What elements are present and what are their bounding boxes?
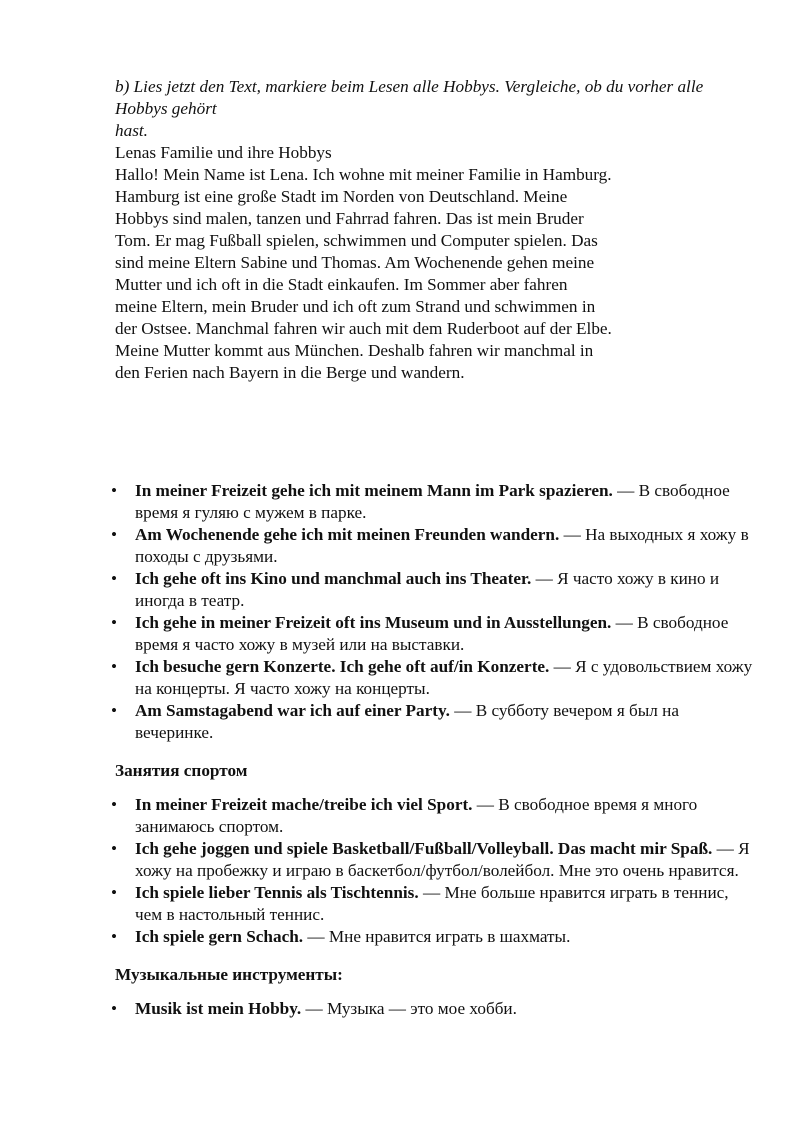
russian-translation: — Я часто хожу в кино и иногда в театр. — [135, 569, 720, 610]
story-line: Tom. Er mag Fußball spielen, schwimmen und Computer spielen. Das — [115, 231, 598, 250]
music-heading: Музыкальные инструменты: — [115, 965, 343, 984]
russian-translation: — В субботу вечером я был на вечеринке. — [135, 701, 680, 742]
german-phrase: Ich spiele lieber Tennis als Tischtennis. — [135, 883, 419, 902]
music-phrase-list — [115, 998, 755, 1020]
russian-translation: — В свободное время я много занимаюсь спортом. — [135, 795, 698, 836]
german-phrase: Am Wochenende gehe ich mit meinen Freunden wandern. — [135, 525, 560, 544]
leisure-phrase-list — [115, 480, 755, 744]
german-phrase: Ich besuche gern Konzerte. Ich gehe oft auf/in Konzerte. — [135, 657, 550, 676]
german-phrase: Musik ist mein Hobby. — [135, 999, 302, 1018]
russian-translation: — Мне нравится играть в шахматы. — [303, 927, 571, 946]
german-phrase: In meiner Freizeit gehe ich mit meinem Mann im Park spazieren. — [135, 481, 613, 500]
list-item — [115, 882, 755, 926]
russian-translation: — В свободное время я гуляю с мужем в парке. — [135, 481, 730, 522]
list-item — [115, 838, 755, 882]
phrase-section — [115, 480, 755, 1020]
russian-translation: — Музыка — это мое хобби. — [301, 999, 517, 1018]
story-line: der Ostsee. Manchmal fahren wir auch mit dem Ruderboot auf der Elbe. — [115, 319, 612, 338]
list-item — [115, 656, 755, 700]
task-instruction: b) Lies jetzt den Text, markiere beim Lesen alle Hobbys. Vergleiche, ob du vorher alle Hobbys gehört — [115, 77, 704, 118]
german-phrase: Ich gehe in meiner Freizeit oft ins Museum und in Ausstellungen. — [135, 613, 612, 632]
list-item — [115, 612, 755, 656]
story-title: Lenas Familie und ihre Hobbys — [115, 143, 332, 162]
german-phrase: In meiner Freizeit mache/treibe ich viel Sport. — [135, 795, 473, 814]
story-line: Hallo! Mein Name ist Lena. Ich wohne mit meiner Familie in Hamburg. — [115, 165, 612, 184]
german-phrase: Ich spiele gern Schach. — [135, 927, 304, 946]
list-item — [115, 524, 755, 568]
story-line: sind meine Eltern Sabine und Thomas. Am Wochenende gehen meine — [115, 253, 595, 272]
russian-translation: — На выходных я хожу в походы с друзьями. — [135, 525, 749, 566]
story-line: meine Eltern, mein Bruder und ich oft zum Strand und schwimmen in — [115, 297, 596, 316]
german-phrase: Ich gehe joggen und spiele Basketball/Fußball/Volleyball. Das macht mir Spaß. — [135, 839, 713, 858]
sport-phrase-list — [115, 794, 755, 948]
story-line: Meine Mutter kommt aus München. Deshalb fahren wir manchmal in — [115, 341, 594, 360]
list-item — [115, 794, 755, 838]
story-line: Mutter und ich oft in die Stadt einkaufen. Im Sommer aber fahren — [115, 275, 568, 294]
russian-translation: — Я с удовольствием хожу на концерты. Я часто хожу на концерты. — [135, 657, 753, 698]
sport-heading: Занятия спортом — [115, 761, 248, 780]
story-line: Hobbys sind malen, tanzen und Fahrrad fahren. Das ist mein Bruder — [115, 209, 584, 228]
russian-translation: — Мне больше нравится играть в теннис, чем в настольный теннис. — [135, 883, 729, 924]
story-line: Hamburg ist eine große Stadt im Norden von Deutschland. Meine — [115, 187, 568, 206]
task-instruction-tail: hast. — [115, 121, 148, 140]
russian-translation: — В свободное время я часто хожу в музей или на выставки. — [135, 613, 729, 654]
german-phrase: Am Samstagabend war ich auf einer Party. — [135, 701, 450, 720]
russian-translation: — Я хожу на пробежку и играю в баскетбол/футбол/волейбол. Мне это очень нравится. — [135, 839, 750, 880]
list-item — [115, 568, 755, 612]
story-line: den Ferien nach Bayern in die Berge und wandern. — [115, 363, 465, 382]
list-item — [115, 480, 755, 524]
german-phrase: Ich gehe oft ins Kino und manchmal auch ins Theater. — [135, 569, 532, 588]
list-item — [115, 926, 755, 948]
reading-task — [115, 76, 755, 384]
list-item — [115, 700, 755, 744]
list-item — [115, 998, 755, 1020]
story-text — [115, 164, 755, 384]
